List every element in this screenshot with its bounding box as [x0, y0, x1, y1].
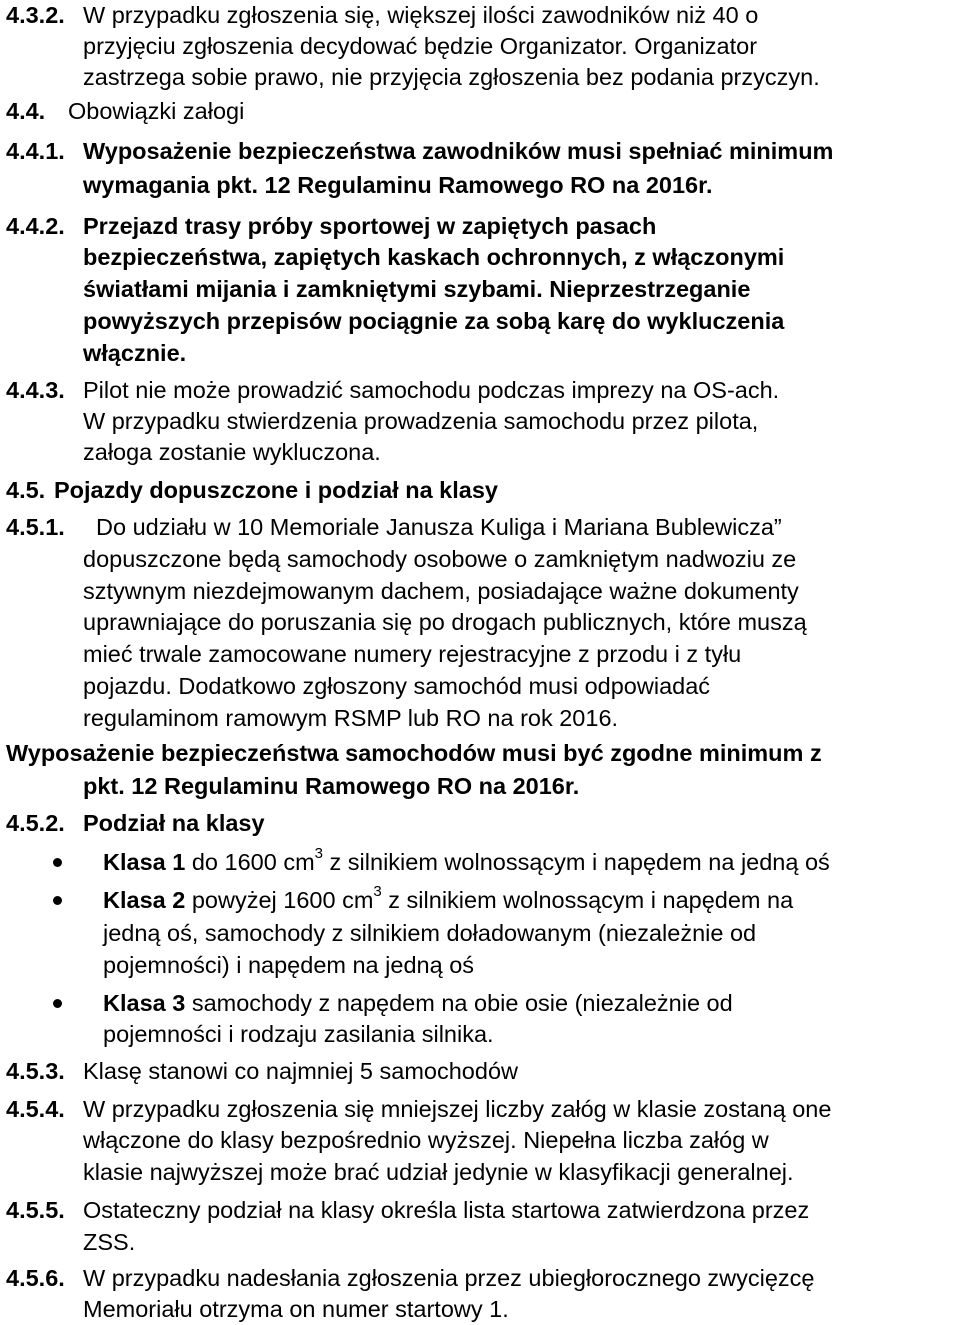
section-number: 4.5.2. — [6, 810, 65, 836]
list-item-line: pojemności i rodzaju zasilania silnika. — [103, 1021, 494, 1047]
section-number: 4.5.6. — [6, 1265, 65, 1291]
paragraph-line: Pilot nie może prowadzić samochodu podczas imprezy na OS-ach. — [83, 377, 780, 403]
section-heading: Obowiązki załogi — [68, 98, 245, 124]
section-number: 4.5.5. — [6, 1197, 65, 1223]
paragraph-line: ZSS. — [83, 1229, 136, 1255]
section-heading: Pojazdy dopuszczone i podział na klasy — [54, 477, 498, 503]
paragraph-line: W przypadku stwierdzenia prowadzenia samochodu przez pilota, — [83, 408, 759, 434]
list-item-line: pojemności) i napędem na jedną oś — [103, 952, 475, 978]
paragraph-line: światłami mijania i zamkniętymi szybami. Nieprzestrzeganie — [83, 276, 751, 302]
paragraph-line: sztywnym niezdejmowanym dachem, posiadające ważne dokumenty — [83, 578, 799, 604]
bullet-icon — [53, 858, 62, 867]
paragraph-line: włącznie. — [83, 340, 187, 366]
paragraph-line: włączone do klasy bezpośrednio wyższej. Niepełna liczba załóg w — [83, 1127, 769, 1153]
paragraph-line: Wyposażenie bezpieczeństwa samochodów musi być zgodne minimum z — [6, 740, 822, 766]
paragraph-line: zastrzega sobie prawo, nie przyjęcia zgłoszenia bez podania przyczyn. — [83, 64, 820, 90]
section-number: 4.5.3. — [6, 1058, 65, 1084]
section-heading: Podział na klasy — [83, 810, 265, 836]
paragraph-line: klasie najwyższej może brać udział jedynie w klasyfikacji generalnej. — [83, 1159, 794, 1185]
list-item-line: jedną oś, samochody z silnikiem doładowanym (niezależnie od — [103, 920, 757, 946]
bullet-icon — [53, 896, 62, 905]
section-number: 4.4. — [6, 98, 46, 124]
paragraph-line: uprawniające do poruszania się po drogach publicznych, które muszą — [83, 609, 807, 635]
paragraph-line: dopuszczone będą samochody osobowe o zamkniętym nadwoziu ze — [83, 546, 797, 572]
section-number: 4.5.4. — [6, 1096, 65, 1122]
paragraph-line: regulaminom ramowym RSMP lub RO na rok 2016. — [83, 705, 619, 731]
paragraph-line: pojazdu. Dodatkowo zgłoszony samochód musi odpowiadać — [83, 673, 711, 699]
paragraph-line: Wyposażenie bezpieczeństwa zawodników musi spełniać minimum — [83, 138, 834, 164]
section-number: 4.5.1. — [6, 514, 65, 540]
list-item: Klasa 2 powyżej 1600 $cm^3$ z silnikiem wolnossącym i napędem na — [103, 883, 794, 913]
paragraph-line: wymagania pkt. 12 Regulaminu Ramowego RO na 2016r. — [83, 172, 713, 198]
paragraph-line: W przypadku zgłoszenia się, większej ilości zawodników niż 40 o — [83, 2, 759, 28]
paragraph-line: powyższych przepisów pociągnie za sobą karę do wykluczenia — [83, 308, 785, 334]
paragraph-line: przyjęciu zgłoszenia decydować będzie Organizator. Organizator — [83, 33, 758, 59]
section-number: 4.4.2. — [6, 213, 65, 239]
paragraph-line: W przypadku zgłoszenia się mniejszej liczby załóg w klasie zostaną one — [83, 1096, 832, 1122]
list-item: Klasa 1 do 1600 $cm^3$ z silnikiem wolnossącym i napędem na jedną oś — [103, 845, 830, 875]
paragraph-line: mieć trwale zamocowane numery rejestracyjne z przodu i z tyłu — [83, 641, 742, 667]
paragraph-line: bezpieczeństwa, zapiętych kaskach ochronnych, z włączonymi — [83, 244, 785, 270]
paragraph-line: Ostateczny podział na klasy określa lista startowa zatwierdzona przez — [83, 1197, 810, 1223]
section-number: 4.4.1. — [6, 138, 65, 164]
section-number: 4.4.3. — [6, 377, 65, 403]
paragraph-line: pkt. 12 Regulaminu Ramowego RO na 2016r. — [83, 773, 580, 799]
list-item: Klasa 3 samochody z napędem na obie osie (niezależnie od — [103, 990, 733, 1016]
bullet-icon — [53, 999, 62, 1008]
section-number: 4.3.2. — [6, 2, 65, 28]
paragraph-line: W przypadku nadesłania zgłoszenia przez ubiegłorocznego zwycięzcę — [83, 1265, 815, 1291]
paragraph-line: Do udziału w 10 Memoriale Janusza Kuliga i Mariana Bublewicza” — [96, 514, 782, 540]
paragraph-line: Memoriału otrzyma on numer startowy 1. — [83, 1296, 509, 1322]
paragraph-line: Przejazd trasy próby sportowej w zapiętych pasach — [83, 213, 657, 239]
paragraph-line: załoga zostanie wykluczona. — [83, 439, 381, 465]
paragraph-line: Klasę stanowi co najmniej 5 samochodów — [83, 1058, 518, 1084]
section-number: 4.5. — [6, 477, 46, 503]
